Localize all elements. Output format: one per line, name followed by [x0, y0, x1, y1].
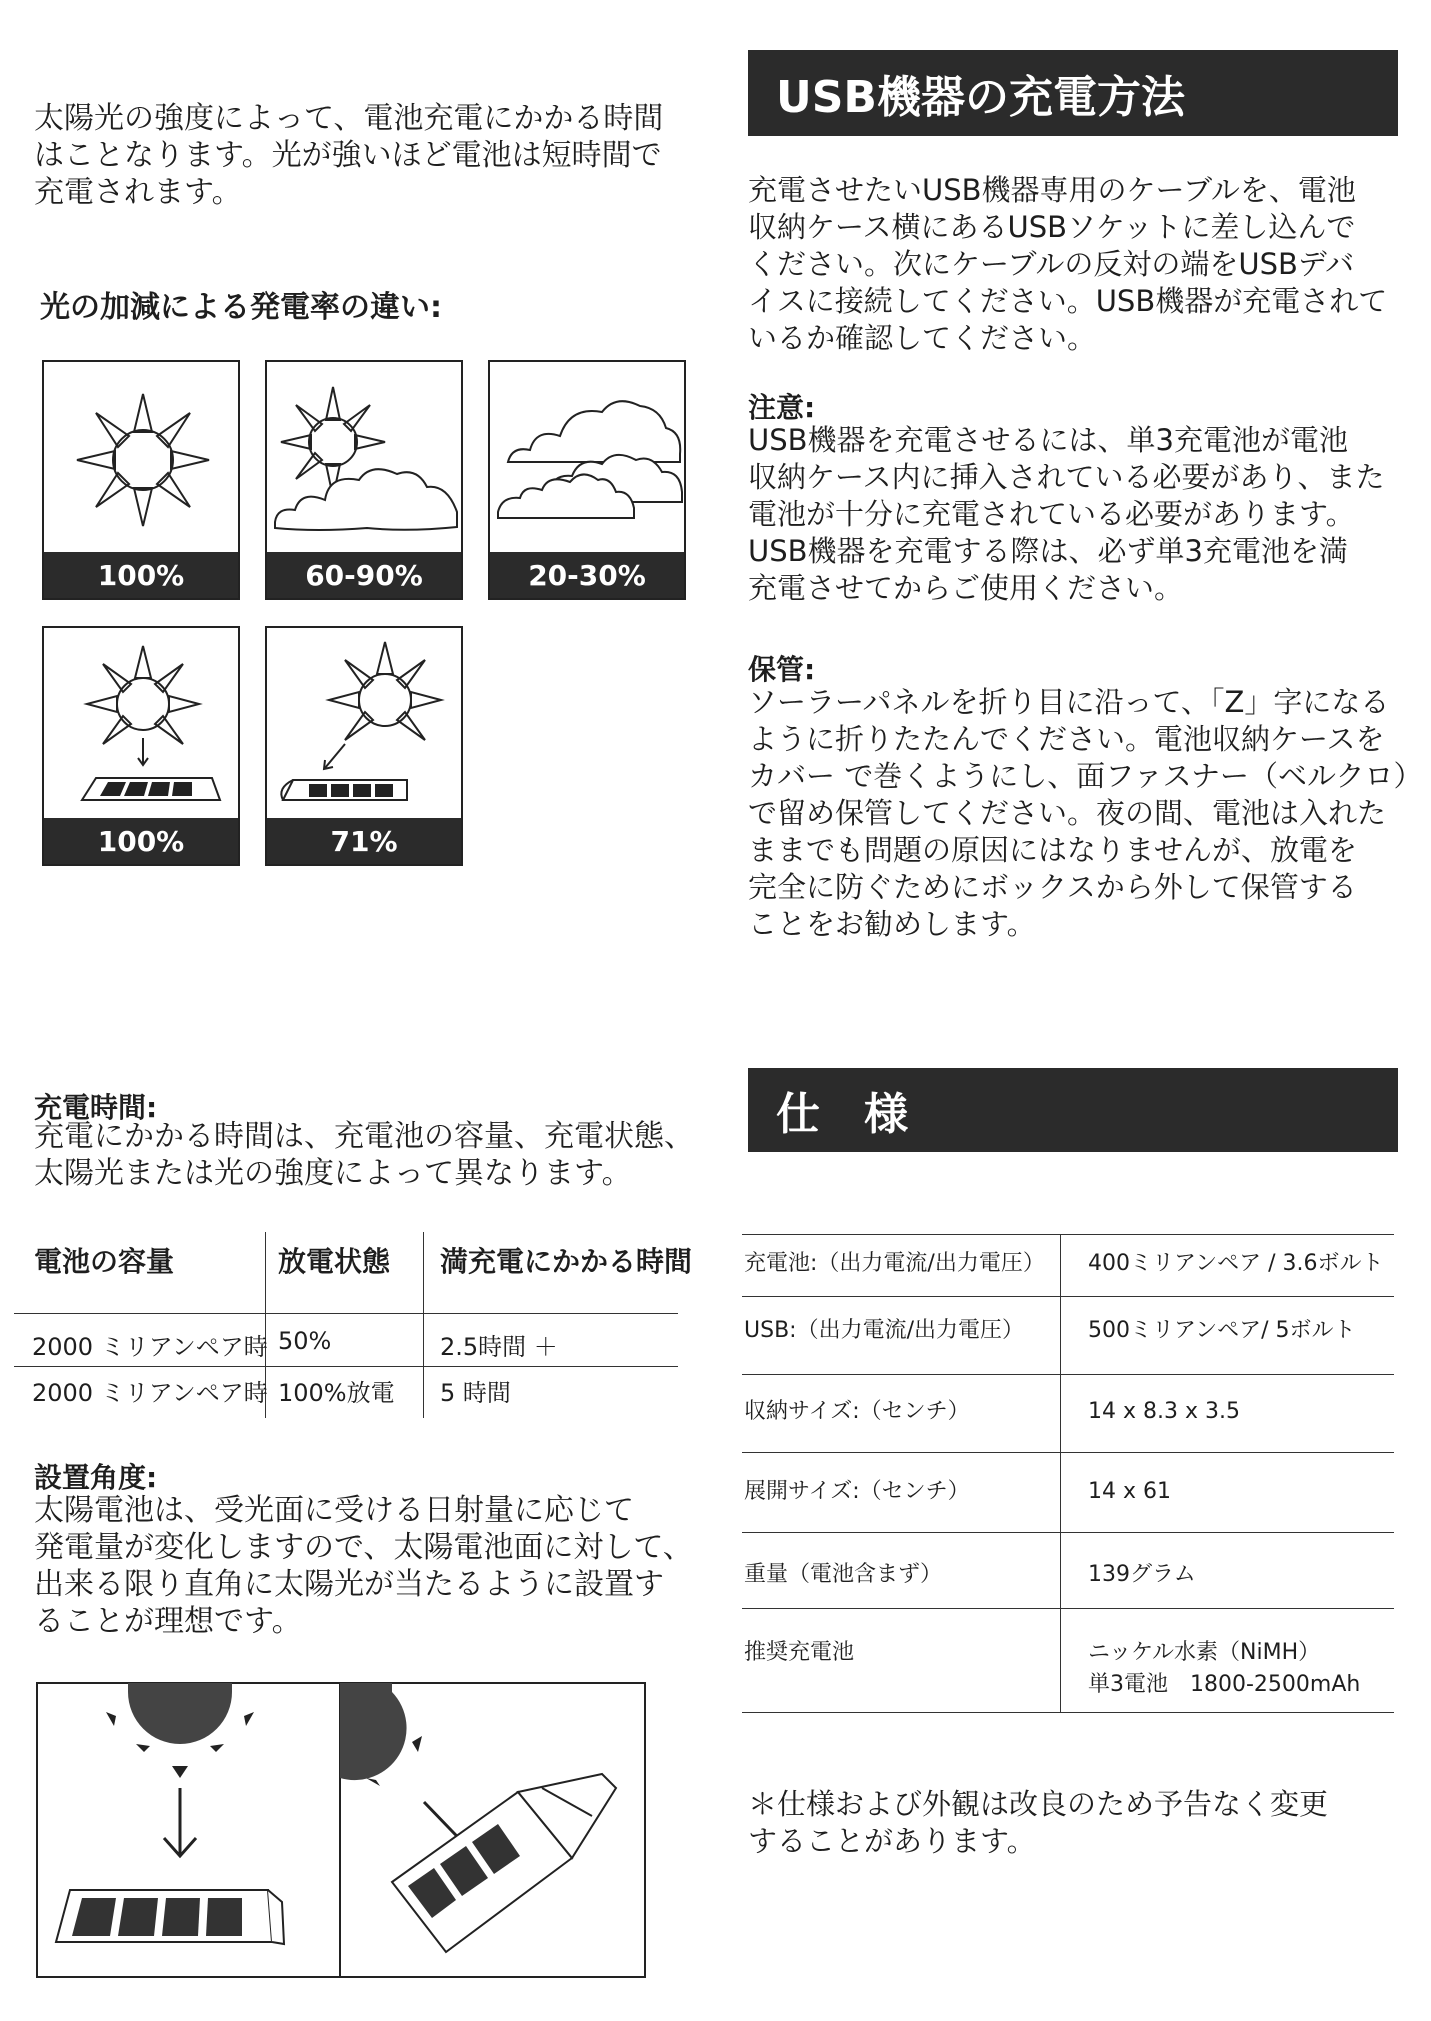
installation-angle-illustration: [36, 1682, 646, 1978]
table-cell: 2000 ミリアンペア時: [32, 1379, 268, 1407]
sun-behind-cloud-icon: [267, 362, 463, 556]
spec-rule: [742, 1452, 1394, 1453]
spec-label: 展開サイズ:（センチ）: [744, 1479, 970, 1504]
table-rule: [14, 1313, 678, 1314]
spec-label: 収納サイズ:（センチ）: [744, 1399, 970, 1424]
sun-direct-panel-icon: [44, 628, 240, 822]
spec-value: 14 x 61: [1088, 1479, 1171, 1504]
spec-rule: [742, 1712, 1394, 1713]
table-cell: 100%放電: [278, 1379, 395, 1407]
full-sun-icon: [44, 362, 240, 556]
spec-heading: 仕 様: [748, 1068, 1398, 1152]
tile-label: 100%: [44, 818, 238, 864]
spec-rule: [742, 1234, 1394, 1235]
storage-title: 保管:: [748, 653, 816, 686]
table-cell: 5 時間: [440, 1379, 511, 1407]
angle-title: 設置角度:: [34, 1461, 158, 1494]
spec-label: 重量（電池含まず）: [744, 1562, 943, 1587]
caution-body: USB機器を充電させるには、単3充電池が電池 収納ケース内に挿入されている必要があり、また 電池が十分に充電されている必要があります。 USB機器を充電する際は、必ず単3充電池を満 充電させてからご使用ください。: [748, 423, 1385, 605]
tile-label: 60-90%: [267, 552, 461, 598]
intro-text: 太陽光の強度によって、電池充電にかかる時間 はことなります。光が強いほど電池は短時間で 充電されます。: [34, 101, 664, 210]
tile-partly-cloudy: [265, 360, 463, 600]
table-cell: 50%: [278, 1327, 332, 1355]
tile-label: 100%: [44, 552, 238, 598]
storage-body: ソーラーパネルを折り目に沿って、「Z」字になる ように折りたたんでください。電池収納ケースを カバー で巻くようにし、面ファスナー（ベルクロ） で留め保管してください。夜の間、電池は入れた ままでも問題の原因にはなりませんが、放電を 完全に防ぐためにボックスから外して保管する ことをお勧めします。: [748, 685, 1423, 941]
spec-value: 139グラム: [1088, 1562, 1196, 1587]
tile-direct-angle: [42, 626, 240, 866]
table-rule: [14, 1366, 678, 1367]
spec-label: USB:（出力電流/出力電圧）: [744, 1318, 1024, 1343]
sun-angled-panel-icon: [267, 628, 463, 822]
spec-value: 単3電池 1800-2500mAh: [1088, 1672, 1361, 1697]
spec-rule: [742, 1532, 1394, 1533]
usb-heading: USB機器の充電方法: [748, 50, 1398, 136]
cloud-icon: [490, 362, 686, 556]
disclaimer-note: ＊仕様および外観は改良のため予告なく変更 することがあります。: [748, 1787, 1329, 1858]
tile-cloudy: [488, 360, 686, 600]
spec-rule: [742, 1296, 1394, 1297]
tile-label: 20-30%: [490, 552, 684, 598]
spec-label: 充電池:（出力電流/出力電圧）: [744, 1251, 1045, 1276]
spec-label: 推奨充電池: [744, 1640, 855, 1665]
spec-value: ニッケル水素（NiMH）: [1088, 1640, 1321, 1665]
spec-rule: [742, 1608, 1394, 1609]
caution-title: 注意:: [748, 391, 816, 424]
rate-title: 光の加減による発電率の違い:: [40, 290, 442, 325]
table-header: 電池の容量: [34, 1245, 175, 1278]
spec-rule: [742, 1374, 1394, 1375]
tile-full-sun: [42, 360, 240, 600]
table-cell: 2000 ミリアンペア時: [32, 1333, 268, 1361]
charge-time-title: 充電時間:: [34, 1091, 158, 1124]
table-divider: [423, 1232, 424, 1418]
spec-value: 14 x 8.3 x 3.5: [1088, 1399, 1240, 1424]
table-cell: 2.5時間 ＋: [440, 1333, 558, 1361]
tile-label: 71%: [267, 818, 461, 864]
spec-value: 500ミリアンペア/ 5ボルト: [1088, 1318, 1356, 1343]
charge-time-text: 充電にかかる時間は、充電池の容量、充電状態、 太陽光または光の強度によって異なります。: [34, 1119, 694, 1191]
angle-text: 太陽電池は、受光面に受ける日射量に応じて 発電量が変化しますので、太陽電池面に対して、 出来る限り直角に太陽光が当たるように設置す ることが理想です。: [34, 1493, 693, 1639]
table-header: 満充電にかかる時間: [440, 1245, 693, 1278]
usb-body: 充電させたいUSB機器専用のケーブルを、電池 収納ケース横にあるUSBソケットに差し込んで ください。次にケーブルの反対の端をUSBデバ イスに接続してください。USB機器が充電されて いるか確認してください。: [748, 173, 1388, 355]
table-header: 放電状態: [278, 1245, 391, 1278]
spec-divider: [1060, 1234, 1061, 1712]
tile-oblique-angle: [265, 626, 463, 866]
spec-value: 400ミリアンペア / 3.6ボルト: [1088, 1251, 1384, 1276]
